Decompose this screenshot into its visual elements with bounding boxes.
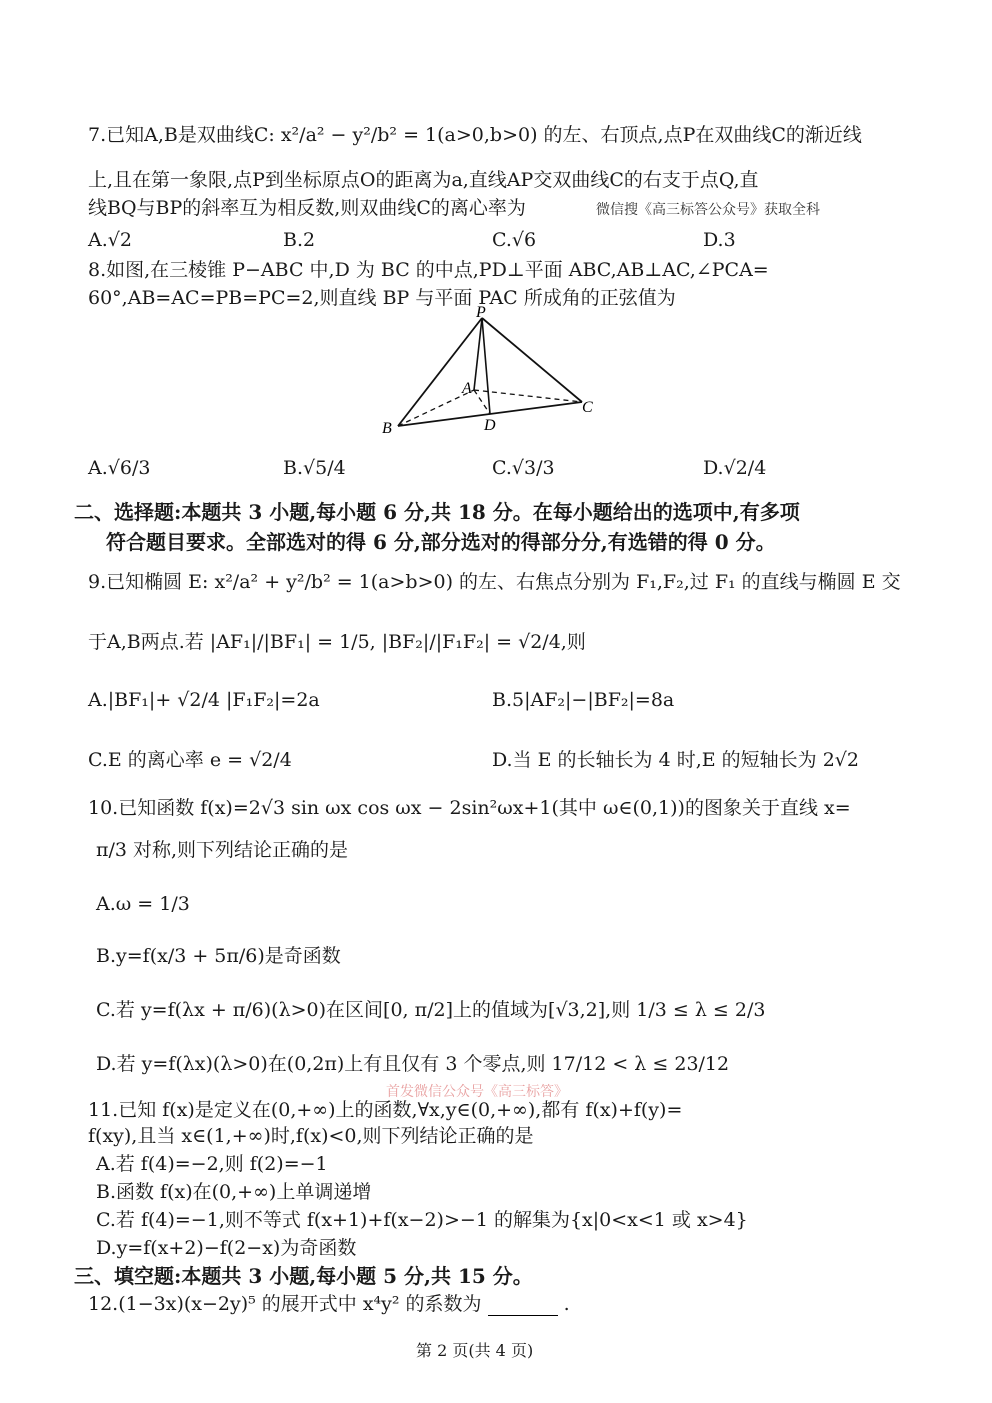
section2-heading-cont: 符合题目要求。全部选对的得 6 分,部分选对的得部分分,有选错的得 0 分。 [106, 530, 776, 554]
q11-line2: f(xy),且当 x∈(1,+∞)时,f(x)<0,则下列结论正确的是 [88, 1125, 534, 1147]
label-c: C [582, 399, 593, 416]
label-b: B [382, 420, 392, 436]
q12-end: . [563, 1293, 570, 1315]
q11-option-a: A.若 f(4)=−2,则 f(2)=−1 [96, 1153, 328, 1175]
q10-option-c: C.若 y=f(λx + π/6)(λ>0)在区间[0, π/2]上的值域为[√3,2],则 1/3 ≤ λ ≤ 2/3 [96, 999, 766, 1021]
q10-line2: π/3 对称,则下列结论正确的是 [96, 839, 349, 861]
q7-line1: 7.已知A,B是双曲线C: x²/a² − y²/b² = 1(a>0,b>0) 的左、右顶点,点P在双曲线C的渐近线 [88, 124, 862, 146]
q9-option-a: A.|BF₁|+ √2/4 |F₁F₂|=2a [88, 689, 320, 711]
label-d: D [484, 417, 496, 434]
edge-ac [474, 390, 582, 402]
q7-line2: 上,且在第一象限,点P到坐标原点O的距离为a,直线AP交双曲线C的右支于点Q,直 [88, 169, 759, 191]
q8-option-d: D.√2/4 [703, 457, 767, 479]
q12-line [88, 1292, 570, 1316]
section2-heading: 二、选择题:本题共 3 小题,每小题 6 分,共 18 分。在每小题给出的选项中,有多项 [74, 500, 800, 524]
q10-line1: 10.已知函数 f(x)=2√3 sin ωx cos ωx − 2sin²ωx+1(其中 ω∈(0,1))的图象关于直线 x= [88, 797, 851, 819]
q9-line1: 9.已知椭圆 E: x²/a² + y²/b² = 1(a>b>0) 的左、右焦点分别为 F₁,F₂,过 F₁ 的直线与椭圆 E 交 [88, 571, 901, 593]
page-footer: 第 2 页(共 4 页) [416, 1341, 534, 1360]
q11-option-c: C.若 f(4)=−1,则不等式 f(x+1)+f(x−2)>−1 的解集为{x|0<x<1 或 x>4} [96, 1209, 748, 1231]
q7-option-b: B.2 [283, 229, 316, 251]
q8-option-a: A.√6/3 [88, 457, 151, 479]
q9-line2: 于A,B两点.若 |AF₁|/|BF₁| = 1/5, |BF₂|/|F₁F₂| = √2/4,则 [88, 631, 586, 653]
tetrahedron-figure [370, 306, 610, 436]
edge-pc [482, 318, 582, 402]
q8-line2: 60°,AB=AC=PB=PC=2,则直线 BP 与平面 PAC 所成角的正弦值为 [88, 287, 676, 309]
q9-option-b: B.5|AF₂|−|BF₂|=8a [492, 689, 675, 711]
q7-option-c: C.√6 [492, 229, 537, 251]
edge-pd [482, 318, 490, 414]
q9-option-c: C.E 的离心率 e = √2/4 [88, 749, 292, 771]
q10-option-b: B.y=f(x/3 + 5π/6)是奇函数 [96, 945, 341, 967]
q12-answer-blank [488, 1297, 558, 1316]
q8-line1: 8.如图,在三棱锥 P−ABC 中,D 为 BC 的中点,PD⊥平面 ABC,AB⊥AC,∠PCA= [88, 259, 769, 281]
q10-option-d: D.若 y=f(λx)(λ>0)在(0,2π)上有且仅有 3 个零点,则 17/12 < λ ≤ 23/12 [96, 1053, 730, 1075]
q11-option-b: B.函数 f(x)在(0,+∞)上单调递增 [96, 1181, 372, 1203]
q8-option-c: C.√3/3 [492, 457, 555, 479]
section3-heading: 三、填空题:本题共 3 小题,每小题 5 分,共 15 分。 [74, 1264, 533, 1288]
q12-text: 12.(1−3x)(x−2y)⁵ 的展开式中 x⁴y² 的系数为 [88, 1293, 482, 1315]
q7-option-d: D.3 [703, 229, 736, 251]
edge-pa [474, 318, 482, 390]
label-p: P [476, 306, 486, 321]
q11-line1: 11.已知 f(x)是定义在(0,+∞)上的函数,∀x,y∈(0,+∞),都有 f(x)+f(y)= [88, 1099, 683, 1121]
edge-pb [398, 318, 482, 426]
watermark-text: 微信搜《高三标答公众号》获取全科 [596, 202, 820, 218]
q10-option-a: A.ω = 1/3 [96, 893, 190, 915]
q7-line3: 线BQ与BP的斜率互为相反数,则双曲线C的离心率为 [88, 197, 526, 219]
q8-option-b: B.√5/4 [283, 457, 346, 479]
watermark-red: 首发微信公众号《高三标答》 [386, 1084, 568, 1100]
q7-option-a: A.√2 [88, 229, 132, 251]
q11-option-d: D.y=f(x+2)−f(2−x)为奇函数 [96, 1237, 357, 1259]
label-a: A [462, 380, 472, 397]
q9-option-d: D.当 E 的长轴长为 4 时,E 的短轴长为 2√2 [492, 749, 859, 771]
